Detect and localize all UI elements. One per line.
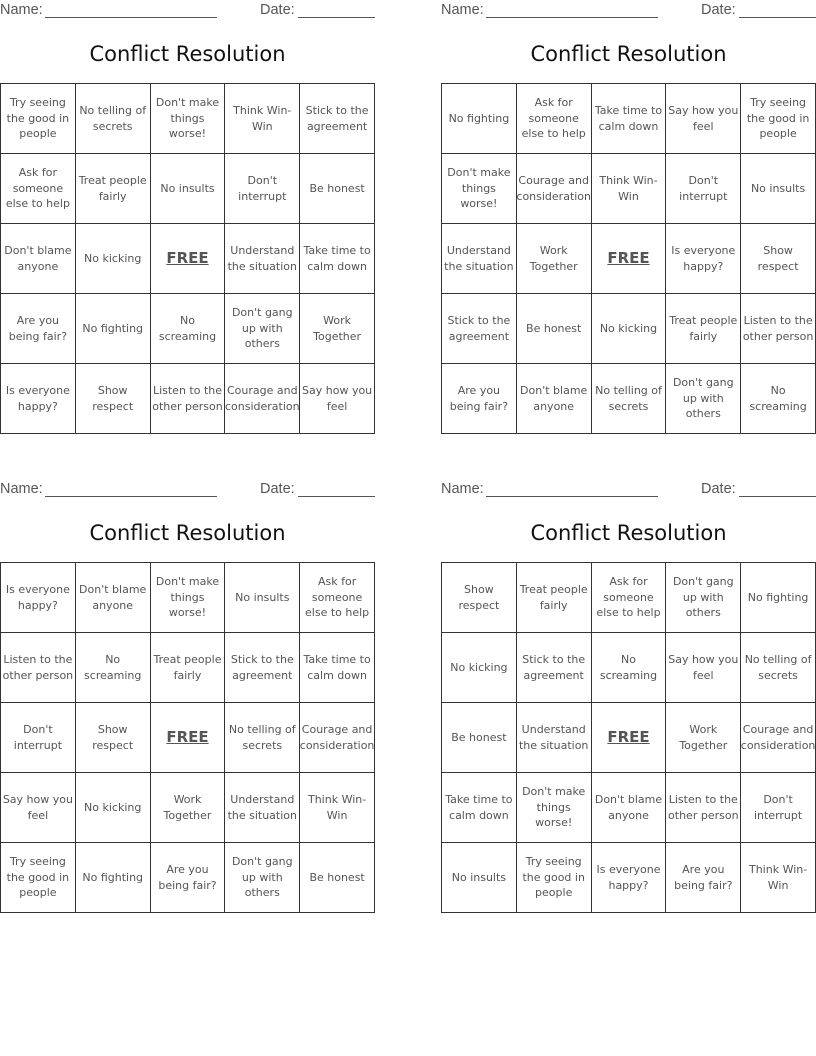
name-date-row	[0, 481, 375, 499]
bingo-cell[interactable]: Is everyone happy?	[1, 563, 76, 633]
name-line[interactable]	[486, 496, 658, 497]
bingo-cell[interactable]: No insults	[225, 563, 300, 633]
bingo-cell[interactable]: Treat people fairly	[151, 633, 226, 703]
bingo-cell[interactable]: Understand the situation	[225, 773, 300, 843]
bingo-cell[interactable]: Don't interrupt	[1, 703, 76, 773]
bingo-cell[interactable]: No fighting	[76, 294, 151, 364]
bingo-cell[interactable]: No screaming	[76, 633, 151, 703]
bingo-cell[interactable]: Treat people fairly	[517, 563, 592, 633]
bingo-cell[interactable]: Are you being fair?	[1, 294, 76, 364]
bingo-cell[interactable]: No telling of secrets	[76, 84, 151, 154]
bingo-cell[interactable]: Ask for someone else to help	[517, 84, 592, 154]
bingo-cell[interactable]: Show respect	[76, 364, 151, 434]
bingo-cell[interactable]: Say how you feel	[666, 84, 741, 154]
name-label: Name:	[0, 2, 43, 18]
bingo-cell[interactable]: Be honest	[300, 154, 375, 224]
bingo-cell[interactable]: Show respect	[442, 563, 517, 633]
bingo-grid	[0, 83, 375, 434]
bingo-cell[interactable]: Take time to calm down	[300, 224, 375, 294]
bingo-cell[interactable]: Listen to the other person	[666, 773, 741, 843]
bingo-cell[interactable]: No telling of secrets	[741, 633, 816, 703]
free-cell[interactable]: FREE	[592, 224, 667, 294]
bingo-cell[interactable]: No insults	[442, 843, 517, 913]
bingo-cell[interactable]: Stick to the agreement	[225, 633, 300, 703]
bingo-cell[interactable]: Don't gang up with others	[225, 843, 300, 913]
bingo-cell[interactable]: No fighting	[741, 563, 816, 633]
bingo-cell[interactable]: No telling of secrets	[592, 364, 667, 434]
bingo-cell[interactable]: Listen to the other person	[1, 633, 76, 703]
date-line[interactable]	[298, 17, 375, 18]
name-line[interactable]	[486, 17, 658, 18]
bingo-cell[interactable]: Don't blame anyone	[592, 773, 667, 843]
bingo-cell[interactable]: Be honest	[517, 294, 592, 364]
free-cell[interactable]: FREE	[151, 703, 226, 773]
bingo-cell[interactable]: Don't make things worse!	[151, 563, 226, 633]
bingo-cell[interactable]: Don't blame anyone	[1, 224, 76, 294]
bingo-cell[interactable]: Don't gang up with others	[666, 563, 741, 633]
bingo-cell[interactable]: Don't gang up with others	[225, 294, 300, 364]
bingo-cell[interactable]: Be honest	[442, 703, 517, 773]
bingo-cell[interactable]: Are you being fair?	[151, 843, 226, 913]
bingo-cell[interactable]: Don't gang up with others	[666, 364, 741, 434]
bingo-cell[interactable]: Listen to the other person	[741, 294, 816, 364]
name-date-row	[0, 2, 375, 20]
bingo-cell[interactable]: No kicking	[76, 224, 151, 294]
date-label: Date:	[701, 481, 736, 497]
bingo-cell[interactable]: Stick to the agreement	[300, 84, 375, 154]
bingo-cell[interactable]: Listen to the other person	[151, 364, 226, 434]
date-line[interactable]	[298, 496, 375, 497]
bingo-cell[interactable]: Try seeing the good in people	[517, 843, 592, 913]
bingo-cell[interactable]: Treat people fairly	[666, 294, 741, 364]
bingo-cell[interactable]: Don't make things worse!	[517, 773, 592, 843]
card-title: Conflict Resolution	[530, 521, 727, 545]
date-label: Date:	[701, 2, 736, 18]
bingo-cell[interactable]: No fighting	[442, 84, 517, 154]
bingo-cell[interactable]: Stick to the agreement	[442, 294, 517, 364]
date-line[interactable]	[739, 496, 816, 497]
bingo-cell[interactable]: Say how you feel	[666, 633, 741, 703]
date-line[interactable]	[739, 17, 816, 18]
bingo-cell[interactable]: Are you being fair?	[666, 843, 741, 913]
bingo-cell[interactable]: Don't make things worse!	[442, 154, 517, 224]
card-title: Conflict Resolution	[89, 42, 286, 66]
bingo-cell[interactable]: No kicking	[76, 773, 151, 843]
bingo-cell[interactable]: Is everyone happy?	[666, 224, 741, 294]
bingo-cell[interactable]: Understand the situation	[517, 703, 592, 773]
bingo-cell[interactable]: Take time to calm down	[592, 84, 667, 154]
bingo-grid	[441, 83, 816, 434]
bingo-cell[interactable]: No telling of secrets	[225, 703, 300, 773]
bingo-cell[interactable]: Ask for someone else to help	[592, 563, 667, 633]
bingo-cell[interactable]: No insults	[151, 154, 226, 224]
bingo-cell[interactable]: No screaming	[151, 294, 226, 364]
bingo-cell[interactable]: Say how you feel	[1, 773, 76, 843]
bingo-cell[interactable]: Understand the situation	[442, 224, 517, 294]
bingo-cell[interactable]: Work Together	[666, 703, 741, 773]
bingo-cell[interactable]: Be honest	[300, 843, 375, 913]
bingo-cell[interactable]: Think Win-Win	[741, 843, 816, 913]
bingo-cell[interactable]: Say how you feel	[300, 364, 375, 434]
bingo-cell[interactable]: Show respect	[76, 703, 151, 773]
bingo-cell[interactable]: Don't blame anyone	[517, 364, 592, 434]
bingo-cell[interactable]: Think Win-Win	[592, 154, 667, 224]
name-label: Name:	[0, 481, 43, 497]
date-label: Date:	[260, 2, 295, 18]
bingo-cell[interactable]: No kicking	[442, 633, 517, 703]
bingo-cell[interactable]: Courage and consideration	[225, 364, 300, 434]
bingo-cell[interactable]: Don't interrupt	[741, 773, 816, 843]
bingo-cell[interactable]: Courage and consideration	[300, 703, 375, 773]
bingo-cell[interactable]: Don't interrupt	[666, 154, 741, 224]
bingo-cell[interactable]: Take time to calm down	[442, 773, 517, 843]
bingo-cell[interactable]: Try seeing the good in people	[741, 84, 816, 154]
bingo-cell[interactable]: Understand the situation	[225, 224, 300, 294]
bingo-cell[interactable]: Try seeing the good in people	[1, 84, 76, 154]
bingo-cell[interactable]: Think Win-Win	[300, 773, 375, 843]
bingo-cell[interactable]: Courage and consideration	[517, 154, 592, 224]
name-label: Name:	[441, 481, 484, 497]
bingo-cell[interactable]: Courage and consideration	[741, 703, 816, 773]
bingo-cell[interactable]: Think Win-Win	[225, 84, 300, 154]
name-label: Name:	[441, 2, 484, 18]
bingo-cell[interactable]: Don't blame anyone	[76, 563, 151, 633]
bingo-cell[interactable]: No insults	[741, 154, 816, 224]
card-title: Conflict Resolution	[89, 521, 286, 545]
bingo-cell[interactable]: No fighting	[76, 843, 151, 913]
name-date-row	[441, 2, 816, 20]
bingo-cell[interactable]: Don't interrupt	[225, 154, 300, 224]
bingo-cell[interactable]: Work Together	[151, 773, 226, 843]
name-line[interactable]	[45, 496, 217, 497]
bingo-cell[interactable]: Ask for someone else to help	[300, 563, 375, 633]
bingo-grid	[441, 562, 816, 913]
date-label: Date:	[260, 481, 295, 497]
bingo-cell[interactable]: Is everyone happy?	[1, 364, 76, 434]
bingo-cell[interactable]: Work Together	[300, 294, 375, 364]
bingo-cell[interactable]: No screaming	[741, 364, 816, 434]
bingo-cell[interactable]: Don't make things worse!	[151, 84, 226, 154]
name-date-row	[441, 481, 816, 499]
bingo-grid	[0, 562, 375, 913]
bingo-cell[interactable]: Treat people fairly	[76, 154, 151, 224]
bingo-cell[interactable]: Work Together	[517, 224, 592, 294]
card-title: Conflict Resolution	[530, 42, 727, 66]
free-cell[interactable]: FREE	[151, 224, 226, 294]
bingo-cell[interactable]: Try seeing the good in people	[1, 843, 76, 913]
bingo-cell[interactable]: No screaming	[592, 633, 667, 703]
bingo-cell[interactable]: Is everyone happy?	[592, 843, 667, 913]
bingo-cell[interactable]: Take time to calm down	[300, 633, 375, 703]
bingo-cell[interactable]: Are you being fair?	[442, 364, 517, 434]
free-cell[interactable]: FREE	[592, 703, 667, 773]
bingo-cell[interactable]: Ask for someone else to help	[1, 154, 76, 224]
bingo-cell[interactable]: Stick to the agreement	[517, 633, 592, 703]
bingo-cell[interactable]: Show respect	[741, 224, 816, 294]
bingo-cell[interactable]: No kicking	[592, 294, 667, 364]
name-line[interactable]	[45, 17, 217, 18]
